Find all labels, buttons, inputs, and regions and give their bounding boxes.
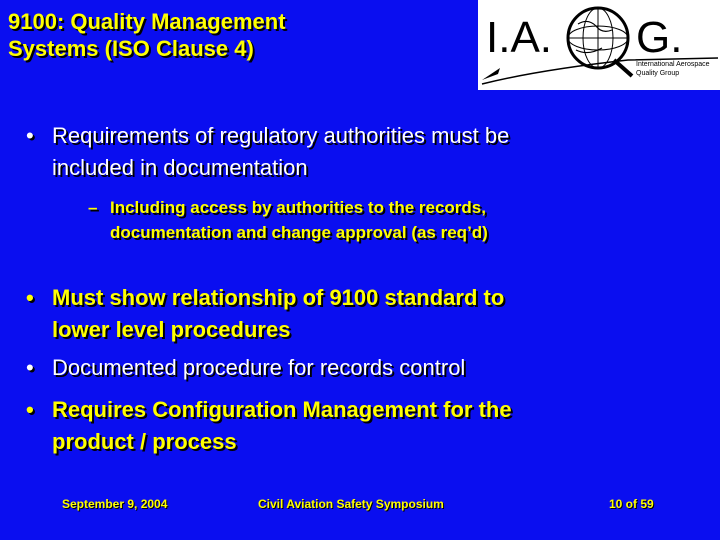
logo-letters-ia: I.A. [486, 13, 553, 62]
bullet-1 [26, 120, 692, 184]
bullet-mark: • [26, 397, 34, 422]
sub-bullet-line-2: documentation and change approval (as req’d) [110, 223, 488, 242]
title-line-1: 9100: Quality Management [8, 9, 286, 34]
bullet-3 [26, 352, 692, 384]
bullet-2-line-2: lower level procedures [52, 317, 291, 342]
bullet-2 [26, 282, 692, 346]
footer-event: Civil Aviation Safety Symposium [258, 497, 444, 511]
bullet-4-line-2: product / process [52, 429, 237, 454]
title-line-2: Systems (ISO Clause 4) [8, 36, 254, 61]
bullet-mark: • [26, 285, 34, 310]
sub-bullet-1 [88, 195, 670, 245]
bullet-mark: • [26, 123, 34, 148]
footer-date: September 9, 2004 [62, 497, 168, 511]
bullet-4 [26, 394, 692, 458]
bullet-4-line-1: Requires Configuration Management for the [52, 397, 512, 422]
sub-bullet-mark: – [88, 198, 98, 217]
sub-bullet-line-1: Including access by authorities to the records, [110, 198, 486, 217]
logo-letters-g: G. [636, 13, 683, 62]
bullet-1-line-1: Requirements of regulatory authorities must be [52, 123, 510, 148]
bullet-2-line-1: Must show relationship of 9100 standard to [52, 285, 505, 310]
footer-page-number: 10 of 59 [609, 497, 654, 511]
bullet-1-line-2: included in documentation [52, 155, 308, 180]
logo-tagline-1: International Aerospace [636, 61, 710, 68]
bullet-mark: • [26, 355, 34, 380]
bullet-3-line-1: Documented procedure for records control [52, 355, 466, 380]
logo-tagline-2: Quality Group [636, 70, 680, 77]
